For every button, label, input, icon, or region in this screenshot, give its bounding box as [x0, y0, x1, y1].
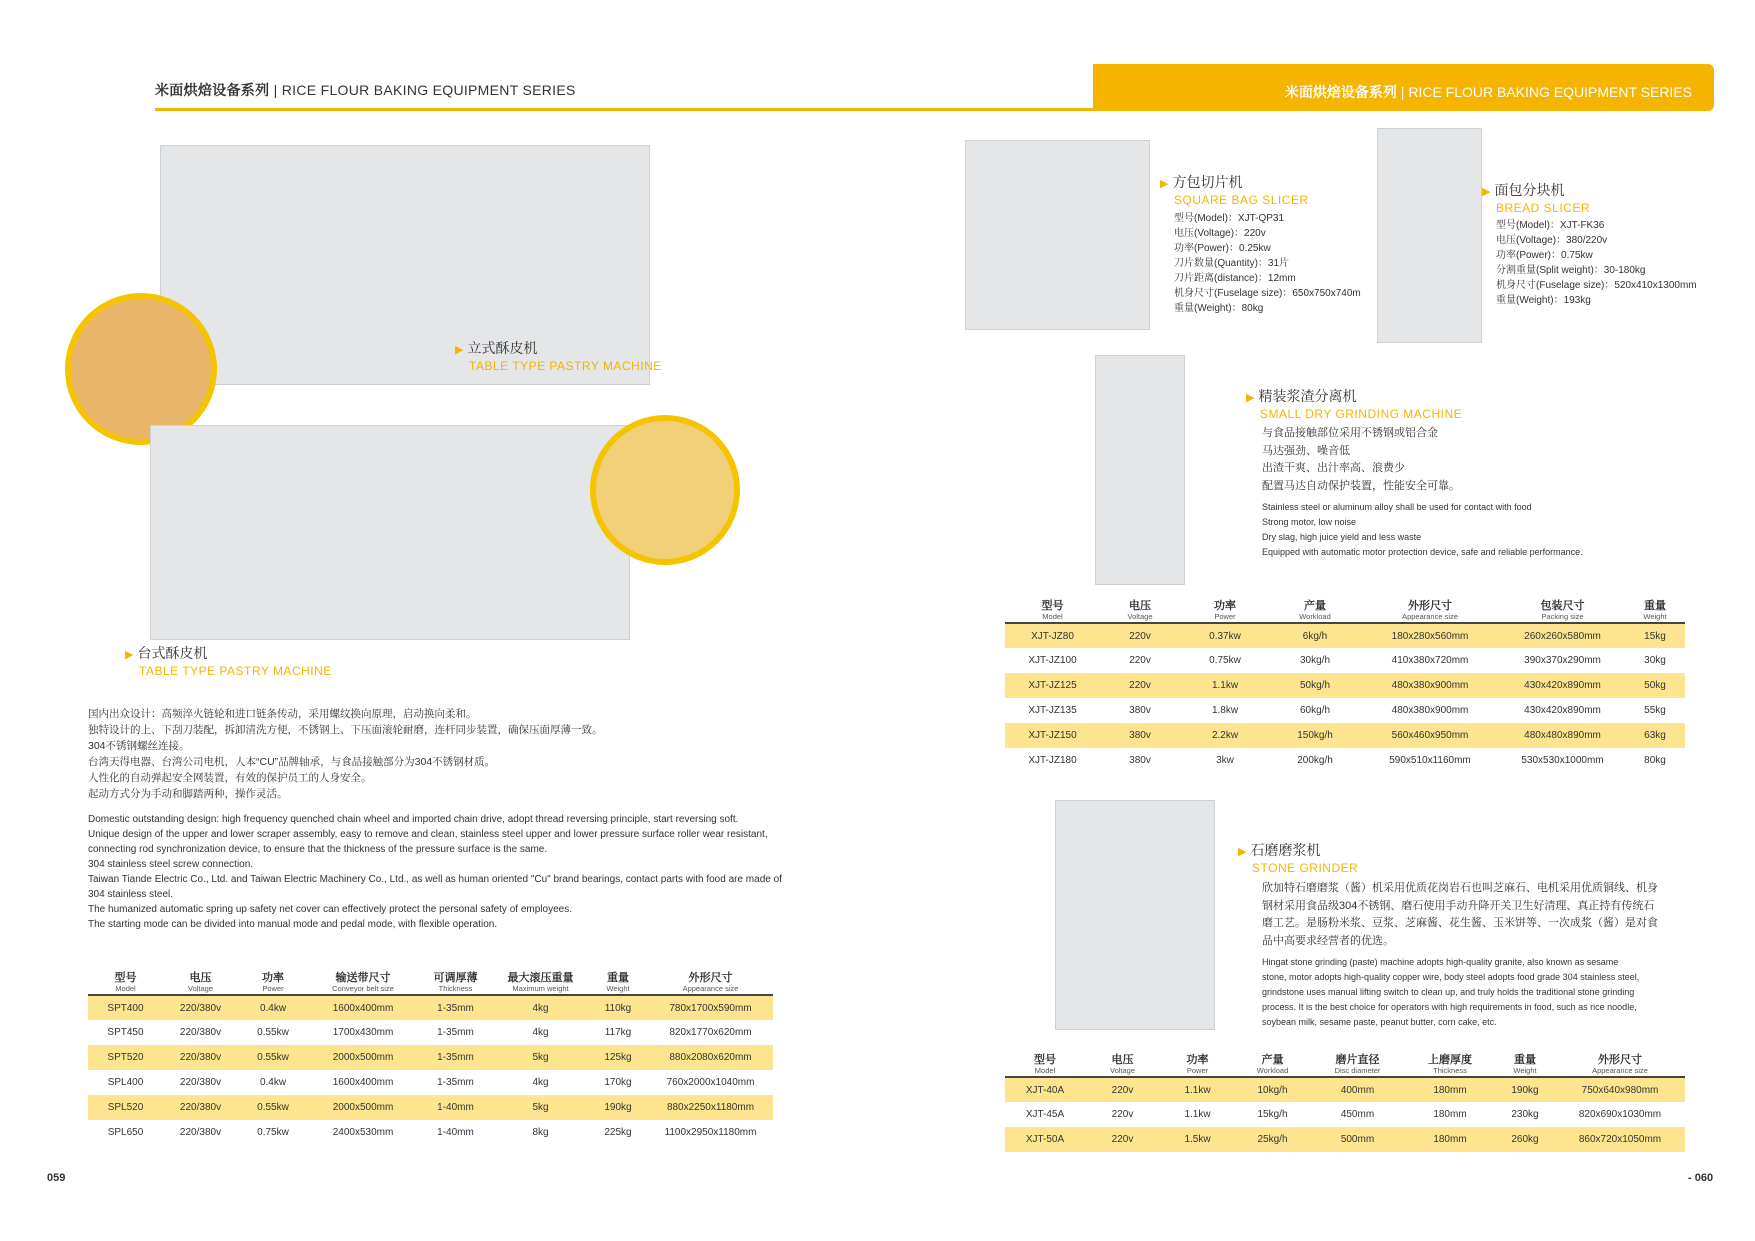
table-cell: 3kw — [1216, 755, 1234, 766]
col-header: 电压 Voltage — [187, 972, 214, 993]
table-cell: 1-40mm — [437, 1127, 474, 1138]
pastry-food-photo — [65, 293, 217, 445]
table-cell: XJT-50A — [1005, 1127, 1085, 1152]
table-cell: 500mm — [1310, 1127, 1405, 1152]
desc-line: 配置马达自动保护装置，性能安全可靠。 — [1262, 479, 1460, 492]
table-row — [88, 1045, 773, 1070]
table-cell: SPT520 — [88, 1045, 163, 1070]
col-header: 产量 Workload — [1256, 1054, 1289, 1075]
table-cell: 225kg — [604, 1127, 632, 1138]
col-header: 重量 Weight — [1513, 1054, 1537, 1075]
table-row — [88, 995, 773, 1020]
table-cell: 760x2000x1040mm — [666, 1077, 755, 1088]
spec-line: 刀片数量(Quantity)：31片 — [1174, 258, 1290, 269]
table-cell: 450mm — [1340, 1109, 1375, 1120]
grinder-desc-en — [1262, 955, 1692, 1030]
table-cell: 1600x400mm — [308, 995, 418, 1020]
table-cell: 220/380v — [163, 1045, 238, 1070]
table-cell: XJT-JZ180 — [1028, 755, 1077, 766]
table-cell: 480x380x900mm — [1360, 673, 1500, 698]
table-cell: 230kg — [1511, 1109, 1539, 1120]
col-header: 功率 Power — [1186, 1054, 1209, 1075]
table-cell: 220v — [1085, 1077, 1160, 1102]
spec-line: 型号(Model)：XJT-FK36 — [1496, 220, 1605, 231]
desc-line: 独特设计的上、下刮刀装配，拆卸清洗方便，不锈钢上、下压面滚轮耐磨，连杆同步装置，确保压面厚薄一致。 — [88, 724, 603, 736]
table-cell: 1.5kw — [1160, 1127, 1235, 1152]
table-cell: 4kg — [493, 995, 588, 1020]
vertical-machine-cn: 立式酥皮机 — [467, 340, 538, 356]
table-cell: SPL650 — [107, 1127, 144, 1138]
table-body — [1005, 1077, 1685, 1152]
desc-line: Hingat stone grinding (paste) machine adopts high-quality granite, also known as sesame — [1262, 957, 1619, 967]
table-cell: 380v — [1129, 755, 1151, 766]
table-row — [1005, 723, 1685, 748]
desc-line: 台湾天得电器、台湾公司电机，人本“CU”品牌轴承，与食品接触部分为304不锈钢材质。 — [88, 756, 496, 768]
desc-line: The humanized automatic spring up safety net cover can effectively protect the personal safety of employees. — [88, 904, 572, 915]
table-cell: 10kg/h — [1235, 1077, 1310, 1102]
table-cell: 30kg/h — [1299, 655, 1331, 666]
table-cell: 125kg — [588, 1045, 648, 1070]
desc-line: 起动方式分为手动和脚踏两种，操作灵活。 — [88, 788, 288, 800]
table-cell: 1-35mm — [418, 995, 493, 1020]
desc-line: 欣加特石磨磨浆（酱）机采用优质花岗岩石也叫芝麻石、电机采用优质铜线、机身 — [1262, 882, 1658, 894]
spec-line: 机身尺寸(Fuselage size)：650x750x740m — [1174, 288, 1361, 299]
table-machine-cn: 台式酥皮机 — [137, 645, 208, 661]
table-cell: 400mm — [1310, 1077, 1405, 1102]
table-cell: 55kg — [1644, 705, 1666, 716]
col-header: 功率 Power — [262, 972, 284, 993]
table-cell: 430x420x890mm — [1500, 673, 1625, 698]
grinder-table — [1005, 1052, 1685, 1152]
table-cell: 1-35mm — [437, 1027, 474, 1038]
grinder-label — [1238, 840, 1358, 875]
desc-line: Dry slag, high juice yield and less waste — [1262, 532, 1422, 542]
table-cell: 1-35mm — [437, 1077, 474, 1088]
table-cell: 4kg — [532, 1027, 549, 1038]
table-cell: 0.4kw — [238, 995, 308, 1020]
col-header: 电压 Voltage — [1127, 600, 1153, 621]
table-cell: 2000x500mm — [308, 1045, 418, 1070]
table-cell: XJT-JZ135 — [1028, 705, 1077, 716]
table-cell: 110kg — [588, 995, 648, 1020]
col-header: 外形尺寸 Appearance size — [1592, 1054, 1648, 1075]
pastry-food-photo-2 — [590, 415, 740, 565]
table-cell: 60kg/h — [1299, 705, 1331, 716]
table-cell: 220/380v — [179, 1077, 222, 1088]
spec-line: 型号(Model)：XJT-QP31 — [1174, 213, 1285, 224]
table-cell: 50kg/h — [1270, 673, 1360, 698]
table-cell: 8kg — [532, 1127, 549, 1138]
header-rule-left — [155, 108, 1095, 111]
arrow-icon: ▶ — [1482, 186, 1491, 198]
table-cell: 200kg/h — [1297, 755, 1333, 766]
arrow-icon: ▶ — [1246, 392, 1255, 404]
table-row — [1005, 748, 1685, 773]
table-cell: 190kg — [1495, 1077, 1555, 1102]
table-cell: 170kg — [604, 1077, 632, 1088]
table-cell: 220v — [1085, 1127, 1160, 1152]
desc-line: Unique design of the upper and lower scraper assembly, easy to remove and clean, stainless steel upper and lower pressure surface roller wear resistant, connecting rod synchronization device, to ensure that the thickness of the pressure surface is the same. — [88, 829, 768, 855]
table-cell: 260kg — [1495, 1127, 1555, 1152]
table-cell: 560x460x950mm — [1360, 723, 1500, 748]
desc-line: The starting mode can be divided into manual mode and pedal mode, with flexible operation. — [88, 919, 498, 930]
desc-line: 与食品接触部位采用不锈钢或铝合金 — [1262, 427, 1438, 439]
table-row — [88, 1070, 773, 1095]
table-row — [1005, 1077, 1685, 1102]
table-cell: 860x720x1050mm — [1555, 1127, 1685, 1152]
table-cell: 220/380v — [179, 1027, 222, 1038]
table-cell: 1-40mm — [418, 1095, 493, 1120]
col-header: 外形尺寸 Appearance size — [682, 972, 739, 993]
desc-line: 304不锈钢螺丝连接。 — [88, 740, 190, 752]
table-cell: XJT-40A — [1005, 1077, 1085, 1102]
desc-line: 人性化的自动弹起安全网装置，有效的保护员工的人身安全。 — [88, 772, 372, 784]
table-cell: 430x420x890mm — [1524, 705, 1601, 716]
arrow-icon: ▶ — [1160, 178, 1169, 190]
desc-line: Stainless steel or aluminum alloy shall be used for contact with food — [1262, 502, 1532, 512]
bread-divider-photo — [1377, 128, 1482, 343]
table-cell: 0.4kw — [259, 1077, 287, 1088]
table-cell: 150kg/h — [1270, 723, 1360, 748]
table-cell: 820x1770x620mm — [669, 1027, 752, 1038]
separator-en: SMALL DRY GRINDING MACHINE — [1260, 407, 1463, 421]
table-cell: 0.37kw — [1180, 623, 1270, 648]
left-header-en: RICE FLOUR BAKING EQUIPMENT SERIES — [281, 82, 576, 98]
separator-label — [1246, 386, 1462, 421]
vertical-machine-en: TABLE TYPE PASTRY MACHINE — [469, 359, 662, 373]
col-header: 输送带尺寸 Conveyor belt size — [332, 972, 394, 993]
pastry-machine-table — [88, 970, 773, 1145]
arrow-icon: ▶ — [125, 649, 134, 661]
desc-line: 马达强劲、噪音低 — [1262, 444, 1350, 457]
table-cell: 220v — [1129, 655, 1151, 666]
col-header: 上磨厚度 Thickness — [1428, 1054, 1472, 1075]
table-cell: 30kg — [1644, 655, 1666, 666]
spec-line: 电压(Voltage)：380/220v — [1496, 235, 1608, 246]
separator-cn: 精装浆渣分离机 — [1258, 388, 1357, 404]
table-cell: XJT-JZ100 — [1028, 655, 1077, 666]
desc-line: Strong motor, low noise — [1262, 517, 1357, 527]
table-cell: XJT-JZ80 — [1005, 623, 1100, 648]
table-cell: XJT-45A — [1025, 1109, 1065, 1120]
right-header-sep: | — [1400, 84, 1405, 100]
table-cell: 220/380v — [163, 1095, 238, 1120]
table-cell: 80kg — [1644, 755, 1666, 766]
table-cell: 820x690x1030mm — [1578, 1109, 1662, 1120]
desc-line: stone, motor adopts high-quality copper wire, body steel adopts food grade 304 stainless steel, — [1262, 972, 1640, 982]
table-cell: 1-35mm — [418, 1045, 493, 1070]
col-header: 包装尺寸 Packing size — [1540, 600, 1585, 621]
table-cell: SPT450 — [107, 1027, 144, 1038]
slicer-cn: 方包切片机 — [1172, 174, 1243, 190]
table-cell: 750x640x980mm — [1555, 1077, 1685, 1102]
table-cell: 180mm — [1405, 1077, 1495, 1102]
spec-line: 电压(Voltage)：220v — [1174, 228, 1266, 239]
table-cell: 2.2kw — [1180, 723, 1270, 748]
desc-line: Equipped with automatic motor protection device, safe and reliable performance. — [1262, 547, 1583, 557]
arrow-icon: ▶ — [455, 344, 464, 356]
desc-line: 品中高要求经营者的优选。 — [1262, 934, 1394, 947]
table-cell: 780x1700x590mm — [648, 995, 773, 1020]
desc-line: 国内出众设计：高频淬火链轮和进口链条传动，采用螺纹换向原理，启动换向柔和。 — [88, 708, 477, 720]
stone-grinder-photo — [1055, 800, 1215, 1030]
slicer-en: SQUARE BAG SLICER — [1174, 193, 1309, 207]
table-row — [1005, 698, 1685, 723]
spec-line: 重量(Weight)：193kg — [1496, 295, 1591, 306]
table-machine-label — [125, 643, 332, 678]
col-header: 型号 Model — [1034, 1054, 1056, 1075]
table-cell: 180x280x560mm — [1360, 623, 1500, 648]
square-bag-slicer-photo — [965, 140, 1150, 330]
spec-line: 功率(Power)：0.75kw — [1496, 250, 1593, 261]
right-header-cn: 米面烘焙设备系列 — [1284, 84, 1397, 100]
grinder-en: STONE GRINDER — [1252, 861, 1359, 875]
desc-line: Taiwan Tiande Electric Co., Ltd. and Taiwan Electric Machinery Co., Ltd., as well as human oriented "Cu" brand bearings, contact parts with food are made of 304 stainless steel. — [88, 874, 782, 900]
spec-line: 机身尺寸(Fuselage size)：520x410x1300mm — [1496, 280, 1697, 291]
col-header: 最大滚压重量 Maximum weight — [507, 972, 574, 993]
desc-line: 钢材采用食品级304不锈钢、磨石使用手动升降开关卫生好清理、真正持有传统石 — [1262, 899, 1655, 912]
col-header: 重量 Weight — [606, 972, 630, 993]
table-cell: 6kg/h — [1270, 623, 1360, 648]
desc-line: 出渣干爽、出汁率高、浪费少 — [1262, 462, 1405, 474]
table-cell: 0.75kw — [257, 1127, 289, 1138]
desc-line: grindstone uses manual lifting switch to clean up, and truly holds the traditional stone grinding — [1262, 987, 1635, 997]
table-cell: 220/380v — [179, 1127, 222, 1138]
table-cell: XJT-JZ150 — [1005, 723, 1100, 748]
spec-line: 功率(Power)：0.25kw — [1174, 243, 1271, 254]
table-pastry-machine-photo — [150, 425, 630, 640]
table-row — [88, 1020, 773, 1045]
left-header-cn: 米面烘焙设备系列 — [155, 82, 270, 98]
table-cell: 2400x530mm — [332, 1127, 394, 1138]
table-cell: 220v — [1111, 1109, 1134, 1120]
right-header-en: RICE FLOUR BAKING EQUIPMENT SERIES — [1408, 84, 1692, 100]
table-cell: 880x2250x1180mm — [648, 1095, 773, 1120]
table-cell: 25kg/h — [1235, 1127, 1310, 1152]
table-cell: 180mm — [1405, 1127, 1495, 1152]
table-cell: SPL520 — [88, 1095, 163, 1120]
table-cell: 2000x500mm — [308, 1095, 418, 1120]
table-cell: 15kg/h — [1257, 1109, 1288, 1120]
divider-cn: 面包分块机 — [1494, 182, 1565, 198]
table-cell: 1600x400mm — [332, 1077, 394, 1088]
table-cell: 190kg — [588, 1095, 648, 1120]
table-cell: 15kg — [1625, 623, 1685, 648]
col-header: 功率 Power — [1214, 600, 1236, 621]
table-cell: 380v — [1100, 723, 1180, 748]
slicer-label — [1160, 172, 1309, 207]
table-cell: 480x480x890mm — [1500, 723, 1625, 748]
table-cell: 880x2080x620mm — [648, 1045, 773, 1070]
table-cell: XJT-JZ125 — [1005, 673, 1100, 698]
grinder-cn: 石磨磨浆机 — [1250, 842, 1321, 858]
table-cell: 1.1kw — [1160, 1077, 1235, 1102]
table-machine-en: TABLE TYPE PASTRY MACHINE — [139, 664, 332, 678]
table-cell: 590x510x1160mm — [1389, 755, 1471, 766]
table-row — [1005, 1102, 1685, 1127]
table-body — [1005, 623, 1685, 773]
table-cell: 410x380x720mm — [1391, 655, 1469, 666]
table-cell: 1.1kw — [1180, 673, 1270, 698]
col-header: 产量 Workload — [1299, 600, 1331, 621]
table-cell: 4kg — [532, 1077, 549, 1088]
table-header-row — [88, 970, 773, 995]
slicer-specs — [1174, 211, 1361, 316]
table-cell: 480x380x900mm — [1391, 705, 1469, 716]
grinder-desc-cn — [1262, 880, 1682, 950]
arrow-icon: ▶ — [1238, 846, 1247, 858]
left-header — [155, 80, 576, 100]
table-cell: 1.1kw — [1184, 1109, 1211, 1120]
col-header: 磨片直径 Disc diameter — [1334, 1054, 1381, 1075]
table-cell: 5kg — [493, 1045, 588, 1070]
divider-label — [1482, 180, 1590, 215]
table-cell: SPL400 — [107, 1077, 144, 1088]
table-cell: 50kg — [1625, 673, 1685, 698]
table-cell: 180mm — [1433, 1109, 1467, 1120]
vertical-machine-label — [455, 338, 662, 373]
table-cell: 1.8kw — [1211, 705, 1239, 716]
table-cell: 63kg — [1625, 723, 1685, 748]
page-number-left: 059 — [47, 1172, 66, 1184]
table-cell: 530x530x1000mm — [1521, 755, 1604, 766]
table-cell: 260x260x580mm — [1500, 623, 1625, 648]
table-cell: 0.55kw — [238, 1045, 308, 1070]
separator-desc-en — [1262, 500, 1583, 560]
table-cell: 220v — [1100, 623, 1180, 648]
spec-line: 重量(Weight)：80kg — [1174, 303, 1264, 314]
right-header — [1093, 64, 1714, 111]
separator-desc-cn — [1262, 425, 1460, 495]
table-row — [88, 1095, 773, 1120]
col-header: 外形尺寸 Appearance size — [1402, 600, 1458, 621]
table-row — [1005, 673, 1685, 698]
spec-line: 刀片距离(distance)：12mm — [1174, 273, 1296, 284]
table-cell: SPT400 — [88, 995, 163, 1020]
col-header: 型号 Model — [1041, 600, 1064, 621]
table-cell: 0.55kw — [238, 1095, 308, 1120]
left-header-sep: | — [273, 82, 278, 98]
table-cell: 0.55kw — [257, 1027, 289, 1038]
col-header: 型号 Model — [114, 972, 137, 993]
table-cell: 220/380v — [163, 995, 238, 1020]
table-row — [88, 1120, 773, 1145]
table-row — [1005, 1127, 1685, 1152]
table-cell: 0.75kw — [1209, 655, 1241, 666]
table-header-row — [1005, 1052, 1685, 1077]
desc-line: 304 stainless steel screw connection. — [88, 859, 254, 870]
spec-line: 分割重量(Split weight)：30-180kg — [1496, 265, 1646, 276]
desc-line: soybean milk, sesame paste, peanut butter, corn cake, etc. — [1262, 1017, 1497, 1027]
grinding-separator-photo — [1095, 355, 1185, 585]
table-cell: 390x370x290mm — [1524, 655, 1601, 666]
table-header-row — [1005, 598, 1685, 623]
col-header: 可调厚薄 Thickness — [433, 972, 478, 993]
page-number-right: - 060 — [1688, 1172, 1714, 1184]
divider-en: BREAD SLICER — [1496, 201, 1591, 215]
table-cell: 1100x2950x1180mm — [664, 1127, 757, 1138]
table-cell: 1700x430mm — [332, 1027, 394, 1038]
table-cell: 117kg — [604, 1027, 632, 1038]
table-row — [1005, 648, 1685, 673]
left-desc-en — [88, 812, 798, 932]
table-body — [88, 995, 773, 1145]
table-cell: 220v — [1100, 673, 1180, 698]
divider-specs — [1496, 218, 1697, 308]
col-header: 电压 Voltage — [1109, 1054, 1136, 1075]
col-header: 重量 Weight — [1643, 600, 1667, 621]
desc-line: process. It is the best choice for operators with high requirements in food, such as rice noodle, — [1262, 1002, 1637, 1012]
desc-line: 磨工艺。是肠粉米浆、豆浆、芝麻酱、花生酱、玉米饼等、一次成浆（酱）是对食 — [1262, 917, 1658, 929]
table-cell: 5kg — [493, 1095, 588, 1120]
desc-line: Domestic outstanding design: high frequency quenched chain wheel and imported chain drive, adopt thread reversing principle, start reversing soft. — [88, 814, 739, 825]
table-cell: 380v — [1129, 705, 1151, 716]
left-desc-cn — [88, 706, 808, 802]
table-row — [1005, 623, 1685, 648]
separator-table — [1005, 598, 1685, 773]
